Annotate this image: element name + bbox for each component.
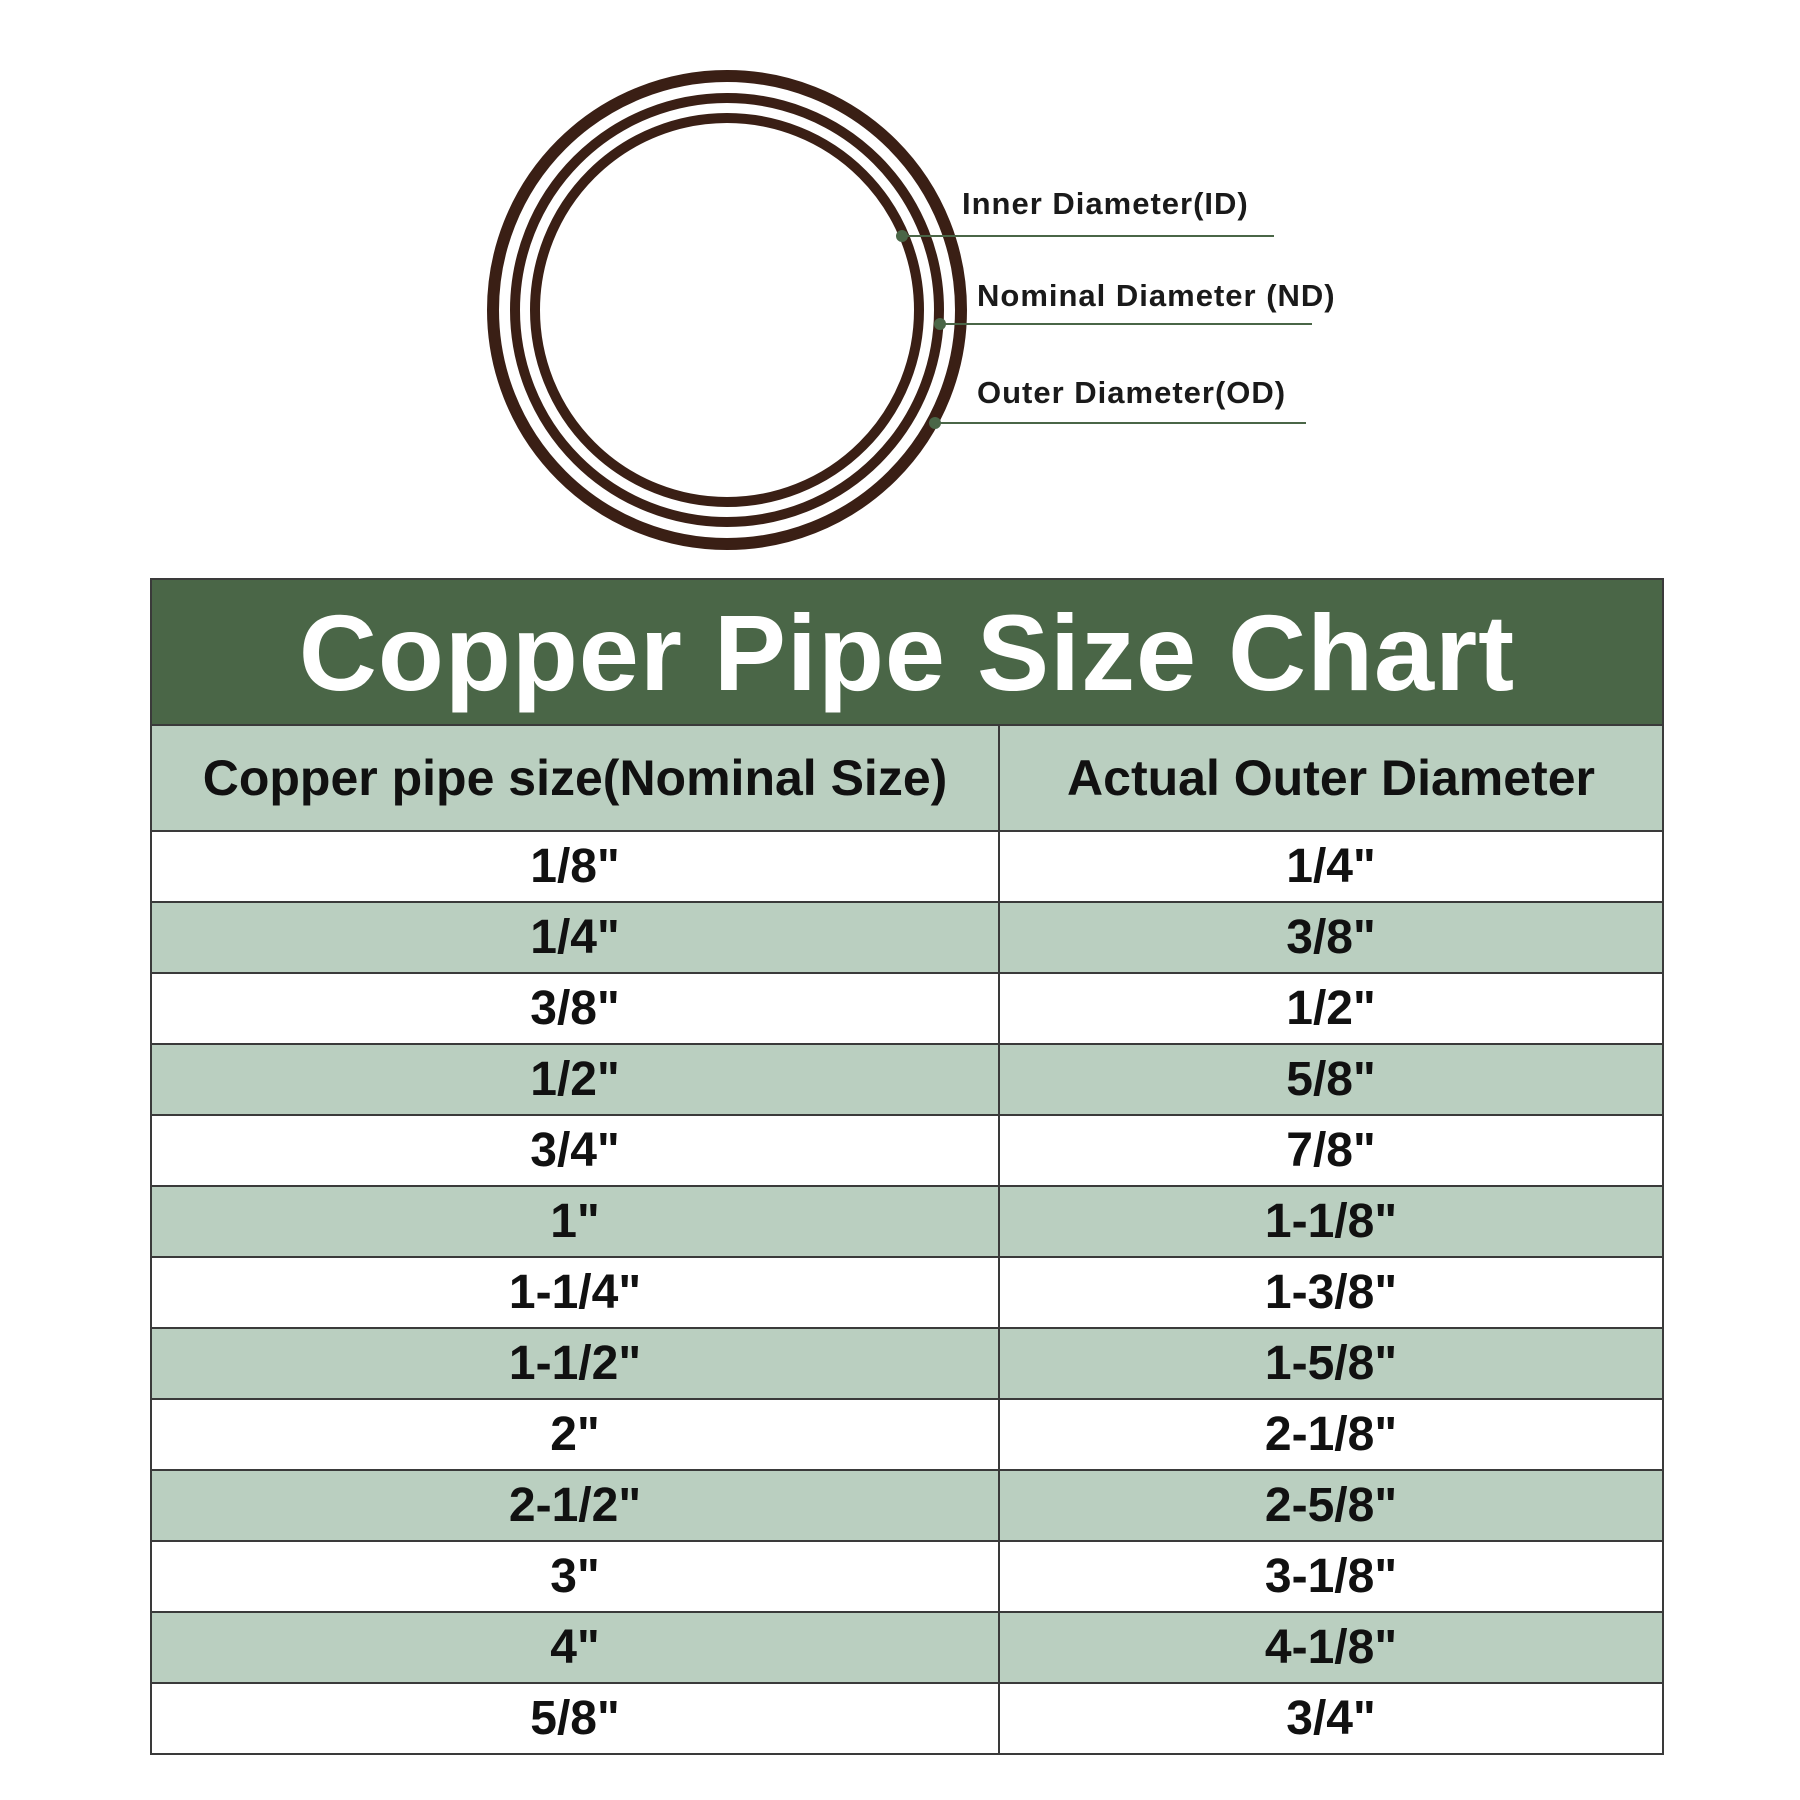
outer-diameter-callout (929, 375, 1306, 429)
outer-diameter-cell: 7/8" (999, 1115, 1663, 1186)
outer-diameter-cell: 2-5/8" (999, 1470, 1663, 1541)
outer-diameter-cell: 3/4" (999, 1683, 1663, 1754)
copper-pipe-size-table (150, 578, 1664, 1755)
outer-diameter-label: Outer Diameter(OD) (977, 375, 1287, 410)
table-row (151, 1470, 1663, 1541)
outer-diameter-cell: 1-5/8" (999, 1328, 1663, 1399)
nominal-size-cell: 3/4" (151, 1115, 999, 1186)
outer-diameter-cell: 3-1/8" (999, 1541, 1663, 1612)
outer-diameter-cell: 1/4" (999, 831, 1663, 902)
nominal-diameter-label: Nominal Diameter (ND) (977, 278, 1336, 313)
nominal-diameter-marker (934, 318, 946, 330)
table-row (151, 973, 1663, 1044)
table-row (151, 1115, 1663, 1186)
outer-diameter-marker (929, 417, 941, 429)
table-row (151, 1541, 1663, 1612)
nominal-size-cell: 1/4" (151, 902, 999, 973)
outer-diameter-cell: 3/8" (999, 902, 1663, 973)
nominal-size-cell: 5/8" (151, 1683, 999, 1754)
table-row (151, 1612, 1663, 1683)
nominal-size-cell: 3" (151, 1541, 999, 1612)
column-header-outer-diameter: Actual Outer Diameter (999, 725, 1663, 831)
table-row (151, 831, 1663, 902)
table-row (151, 1328, 1663, 1399)
table-title: Copper Pipe Size Chart (151, 579, 1663, 725)
inner-diameter-label: Inner Diameter(ID) (962, 186, 1249, 221)
table-row (151, 1399, 1663, 1470)
table-row (151, 1257, 1663, 1328)
nominal-size-cell: 3/8" (151, 973, 999, 1044)
nominal-size-cell: 1-1/2" (151, 1328, 999, 1399)
outer-diameter-cell: 1-3/8" (999, 1257, 1663, 1328)
nominal-size-cell: 1" (151, 1186, 999, 1257)
outer-diameter-cell: 4-1/8" (999, 1612, 1663, 1683)
table-body (151, 831, 1663, 1754)
table-row (151, 1186, 1663, 1257)
nominal-size-cell: 1/2" (151, 1044, 999, 1115)
nominal-size-cell: 4" (151, 1612, 999, 1683)
outer-ring (493, 76, 961, 544)
outer-diameter-cell: 1-1/8" (999, 1186, 1663, 1257)
outer-diameter-cell: 5/8" (999, 1044, 1663, 1115)
outer-diameter-cell: 2-1/8" (999, 1399, 1663, 1470)
table-row (151, 902, 1663, 973)
table-row (151, 1683, 1663, 1754)
nominal-size-cell: 2-1/2" (151, 1470, 999, 1541)
pipe-diameter-diagram (0, 0, 1800, 560)
nominal-diameter-callout (934, 278, 1336, 330)
nominal-size-cell: 1-1/4" (151, 1257, 999, 1328)
outer-diameter-cell: 1/2" (999, 973, 1663, 1044)
nominal-ring (515, 98, 939, 522)
nominal-size-cell: 1/8" (151, 831, 999, 902)
inner-ring (535, 118, 919, 502)
pipe-cross-section-icon (493, 76, 961, 544)
nominal-size-cell: 2" (151, 1399, 999, 1470)
table-row (151, 1044, 1663, 1115)
column-header-nominal-size: Copper pipe size(Nominal Size) (151, 725, 999, 831)
inner-diameter-marker (896, 230, 908, 242)
